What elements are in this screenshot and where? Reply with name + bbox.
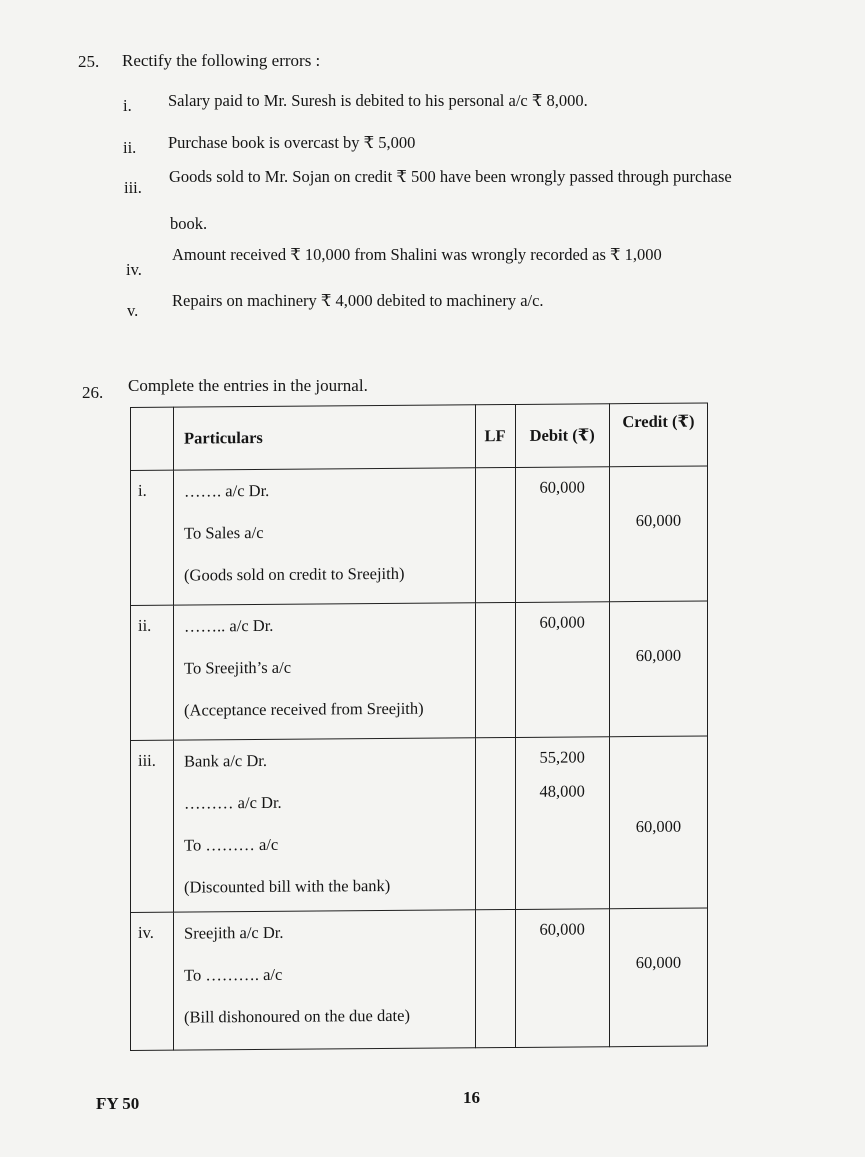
row-1-credit-value: 60,000 bbox=[635, 510, 682, 531]
q25-item-3-numeral: iii. bbox=[124, 178, 142, 197]
q25-item-3-text: Goods sold to Mr. Sojan on credit ₹ 500 have been wrongly passed through purchase bbox=[169, 167, 732, 186]
row-2-credit bbox=[609, 601, 707, 737]
q25-item-4-numeral: iv. bbox=[126, 260, 142, 279]
row-1-credit bbox=[609, 466, 707, 602]
journal-table bbox=[130, 402, 708, 1051]
row-2-particulars bbox=[174, 603, 475, 740]
row-3-serial: iii. bbox=[131, 740, 174, 912]
row-2-serial: ii. bbox=[131, 605, 174, 740]
journal-row-4 bbox=[131, 908, 708, 1051]
row-4-line-3: (Bill dishonoured on the due date) bbox=[184, 1005, 410, 1027]
row-3-line-4: (Discounted bill with the bank) bbox=[184, 875, 391, 897]
row-4-line-1: Sreejith a/c Dr. bbox=[184, 922, 284, 943]
row-3-debit bbox=[515, 737, 609, 910]
row-3-lf bbox=[475, 737, 515, 909]
q25-item-1-numeral: i. bbox=[123, 96, 132, 115]
question-25-number: 25. bbox=[78, 52, 100, 71]
row-1-serial: i. bbox=[131, 470, 174, 605]
journal-row-2 bbox=[131, 601, 708, 741]
q25-item-5-numeral: v. bbox=[127, 301, 139, 320]
row-4-serial: iv. bbox=[131, 912, 174, 1050]
row-1-lf bbox=[475, 467, 515, 602]
row-3-debit-value-1: 55,200 bbox=[539, 747, 585, 767]
header-serial bbox=[131, 407, 174, 470]
page-number: 16 bbox=[463, 1088, 480, 1107]
row-4-debit-value: 60,000 bbox=[539, 919, 585, 939]
journal-header-row bbox=[131, 403, 708, 471]
row-2-line-1: …….. a/c Dr. bbox=[184, 615, 274, 636]
header-lf: LF bbox=[475, 404, 515, 467]
paper-code: FY 50 bbox=[96, 1094, 140, 1113]
q25-item-3-text-continued: book. bbox=[170, 214, 208, 233]
row-2-line-2: To Sreejith’s a/c bbox=[184, 657, 292, 678]
question-26-number: 26. bbox=[82, 383, 104, 402]
row-4-line-2: To ………. a/c bbox=[184, 964, 283, 985]
header-particulars: Particulars bbox=[174, 405, 475, 470]
q25-item-4-text: Amount received ₹ 10,000 from Shalini was wrongly recorded as ₹ 1,000 bbox=[172, 245, 662, 264]
row-1-debit bbox=[515, 467, 609, 603]
q25-item-2-text: Purchase book is overcast by ₹ 5,000 bbox=[168, 133, 416, 152]
row-1-line-3: (Goods sold on credit to Sreejith) bbox=[184, 563, 405, 585]
row-4-debit bbox=[515, 909, 609, 1048]
row-4-particulars bbox=[174, 910, 475, 1050]
question-26-title: Complete the entries in the journal. bbox=[128, 376, 368, 395]
row-2-debit bbox=[515, 602, 609, 738]
row-3-line-1: Bank a/c Dr. bbox=[184, 750, 267, 771]
journal-row-1 bbox=[131, 466, 708, 606]
header-credit: Credit (₹) bbox=[609, 403, 707, 467]
row-1-particulars bbox=[174, 468, 475, 605]
q25-item-1-text: Salary paid to Mr. Suresh is debited to his personal a/c ₹ 8,000. bbox=[168, 91, 588, 110]
row-3-credit-value: 60,000 bbox=[635, 816, 682, 837]
header-debit: Debit (₹) bbox=[515, 404, 609, 468]
q25-item-2-numeral: ii. bbox=[123, 138, 137, 157]
row-1-line-2: To Sales a/c bbox=[184, 522, 264, 543]
q25-item-5-text: Repairs on machinery ₹ 4,000 debited to machinery a/c. bbox=[172, 291, 544, 310]
question-25-title: Rectify the following errors : bbox=[122, 51, 321, 70]
row-2-credit-value: 60,000 bbox=[635, 645, 682, 666]
row-3-line-3: To ……… a/c bbox=[184, 834, 279, 855]
row-1-line-1: ……. a/c Dr. bbox=[184, 480, 270, 501]
row-2-line-3: (Acceptance received from Sreejith) bbox=[184, 698, 424, 720]
row-4-lf bbox=[475, 909, 515, 1047]
row-4-credit-value: 60,000 bbox=[635, 952, 682, 973]
row-4-credit bbox=[609, 908, 707, 1047]
row-3-line-2: ……… a/c Dr. bbox=[184, 792, 282, 813]
row-3-credit bbox=[609, 736, 707, 909]
row-1-debit-value: 60,000 bbox=[539, 477, 585, 497]
row-3-particulars bbox=[174, 738, 475, 912]
row-2-debit-value: 60,000 bbox=[539, 612, 585, 632]
row-2-lf bbox=[475, 602, 515, 737]
journal-row-3 bbox=[131, 736, 708, 913]
row-3-debit-value-2: 48,000 bbox=[539, 781, 585, 801]
